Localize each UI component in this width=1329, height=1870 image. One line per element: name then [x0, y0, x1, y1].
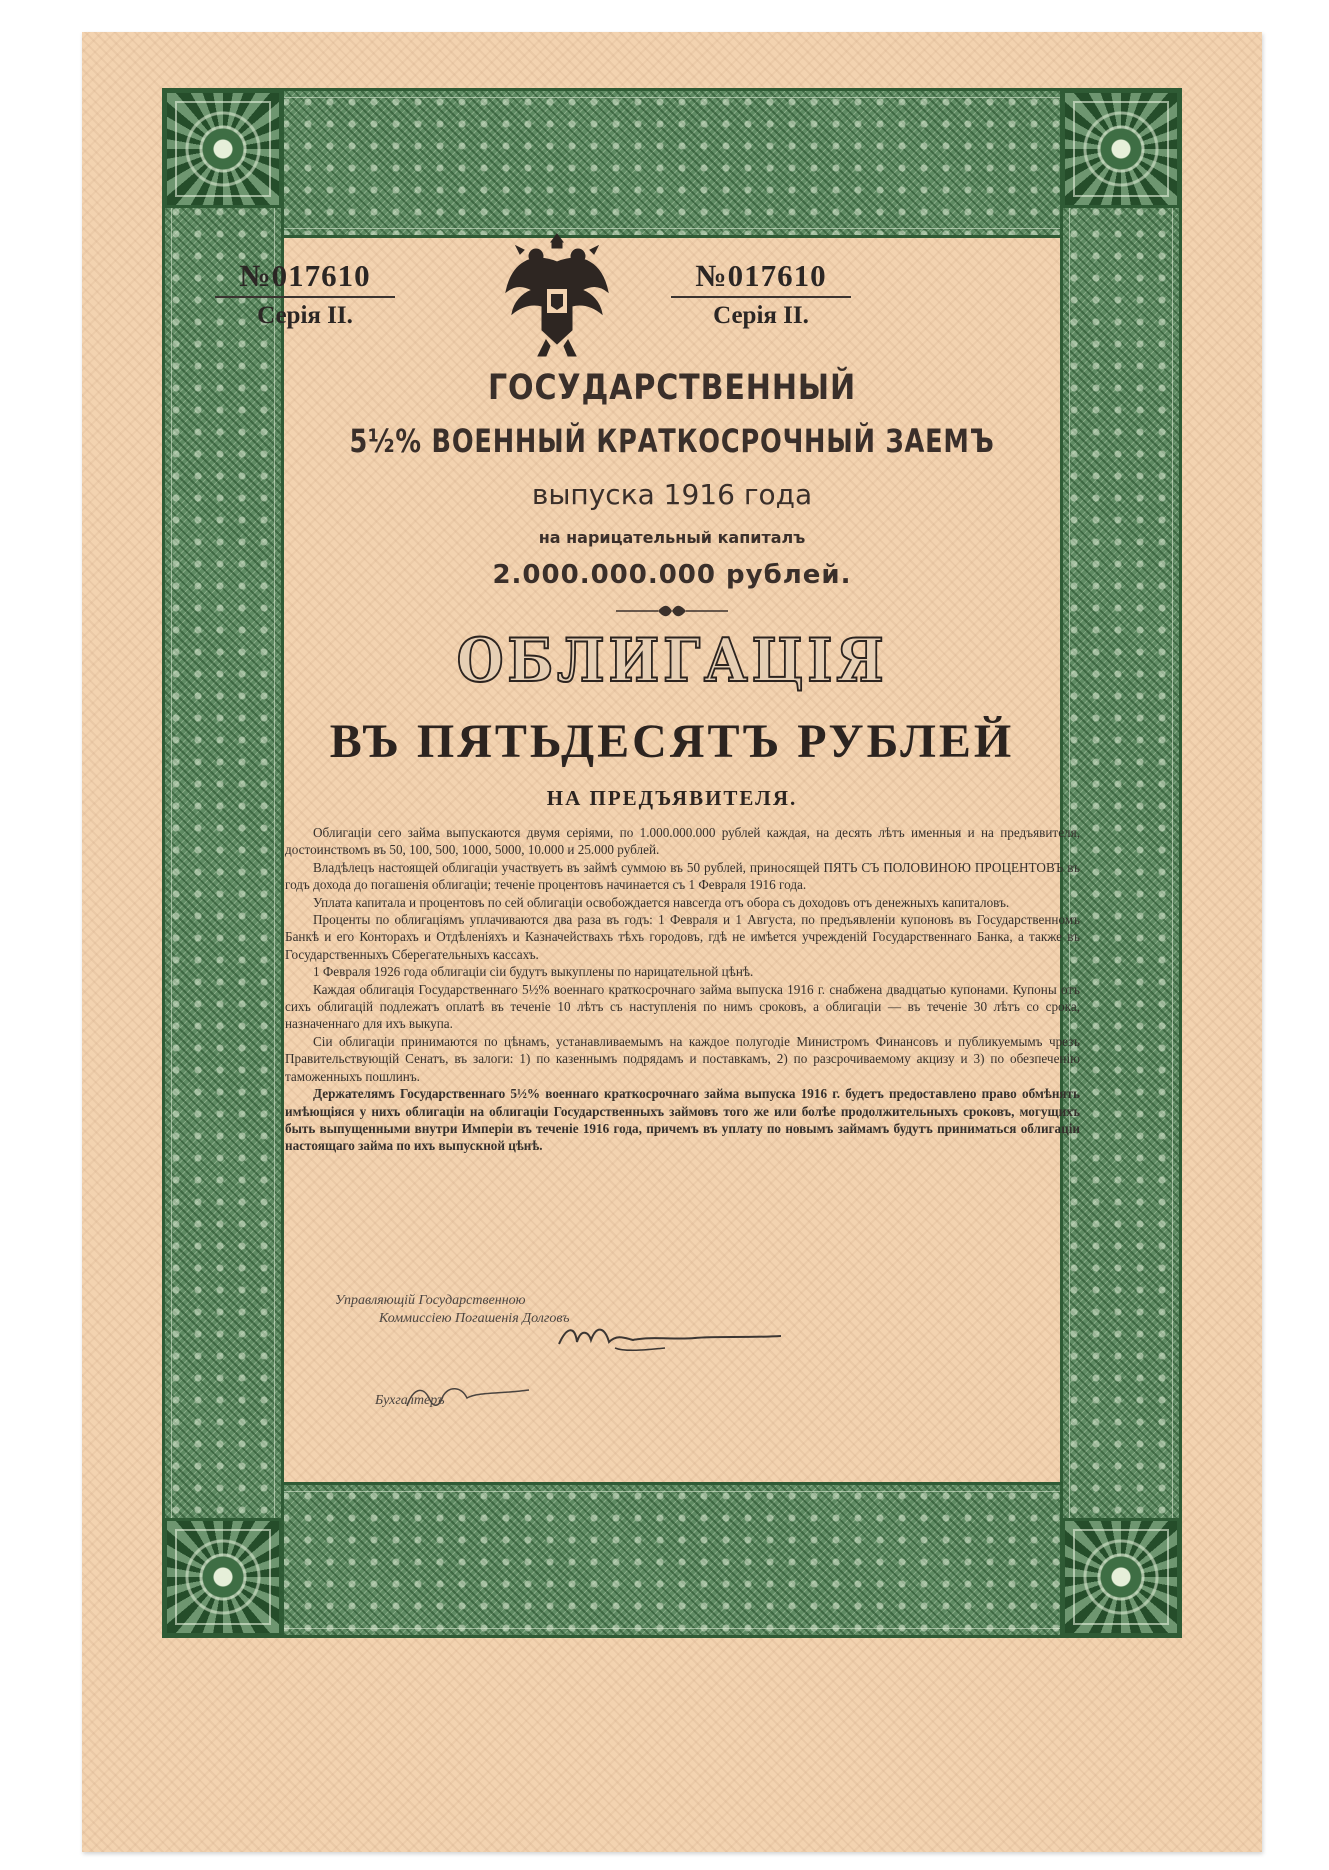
bond-heading: ОБЛИГАЦІЯ	[456, 626, 888, 696]
corner-rosette-top-right	[1062, 90, 1180, 208]
bond-capital-amount: 2.000.000.000 рублей.	[492, 560, 852, 590]
terms-paragraph: Сіи облигаціи принимаются по цѣнамъ, устанавливаемымъ на каждое полугодіе Министромъ Финансовъ и публикуемымъ чрезъ Правительствующій Сенатъ, въ залоги: 1) по казеннымъ подрядамъ и поставкамъ, 2) по разсрочиваемому акцизу и 3) по обезпеченію таможенныхъ пошлинъ.	[285, 1033, 1080, 1084]
terms-paragraph: 1 Февраля 1926 года облигаціи сіи будутъ выкуплены по нарицательной цѣнѣ.	[313, 964, 754, 980]
signature-mark-icon	[555, 1318, 785, 1358]
bond-bearer-label: НА ПРЕДЪЯВИТЕЛЯ.	[546, 786, 798, 810]
bond-content	[215, 218, 1129, 1480]
bond-denomination: ВЪ ПЯТЬДЕСЯТЪ РУБЛЕЙ	[329, 715, 1015, 768]
bond-title-line4: на нарицательный капиталъ	[538, 528, 806, 547]
corner-rosette-top-left	[164, 90, 282, 208]
border-top	[162, 88, 1182, 238]
corner-rosette-bottom-left	[164, 1518, 282, 1636]
signature-mark-icon	[403, 1378, 533, 1418]
bond-title-line3: выпуска 1916 года	[531, 478, 813, 511]
series-label: Серія II.	[257, 302, 353, 329]
ornament-divider-icon	[614, 604, 730, 618]
series-label: Серія II.	[713, 302, 809, 329]
terms-paragraph: Каждая облигація Государственнаго 5½% военнаго краткосрочнаго займа выпуска 1916 г. снабжена двадцатью купонами. Купоны отъ сихъ облигацій подлежатъ оплатѣ въ теченіе 10 лѣтъ съ наступленія по нимъ сроковъ, а облигаціи — въ теченіе 30 лѣтъ со срока, назначеннаго для ихъ выкупа.	[285, 981, 1080, 1032]
terms-paragraph: Проценты по облигаціямъ уплачиваются два раза въ годъ: 1 Февраля и 1 Августа, по предъявленіи купоновъ въ Государственномъ Банкѣ и его Конторахъ и Отдѣленіяхъ и Казначействахъ тѣхъ городовъ, гдѣ не имѣется учрежденій Государственнаго Банка, а также въ Государственныхъ Сберегательныхъ кассахъ.	[285, 912, 1080, 962]
double-headed-eagle-icon	[502, 232, 612, 360]
terms-paragraph: Владѣлецъ настоящей облигаціи участвуетъ въ займѣ суммою въ 50 рублей, приносящей ПЯТЬ СЪ ПОЛОВИНОЮ ПРОЦЕНТОВЪ въ годъ дохода до погашенія облигаціи; теченіе процентовъ начинается съ 1 Февраля 1916 года.	[285, 859, 1080, 893]
manager-title-line2: Коммиссіею Погашенія Долговъ	[379, 1311, 570, 1326]
terms-paragraph: Уплата капитала и процентовъ по сей облигаціи освобождается навсегда отъ обора съ доходовъ отъ денежныхъ капиталовъ.	[313, 894, 1010, 910]
right-serial-block	[671, 258, 851, 330]
accountant-title: Бухгалтеръ	[375, 1393, 445, 1408]
terms-paragraph: Облигаціи сего займа выпускаются двумя серіями, по 1.000.000.000 рублей каждая, на десять лѣтъ именныя и на предъявителя, достоинствомъ въ 50, 100, 500, 1000, 5000, 10.000 и 25.000 рублей.	[285, 825, 1080, 858]
bond-title-line2: 5½% ВОЕННЫЙ КРАТКОСРОЧНЫЙ ЗАЕМЪ	[349, 422, 995, 460]
bond-title-line1: ГОСУДАРСТВЕННЫЙ	[487, 368, 857, 408]
border-bottom	[162, 1482, 1182, 1638]
manager-title-line1: Управляющій Государственною	[335, 1293, 526, 1308]
bond-terms	[285, 824, 1080, 1155]
left-serial-block	[215, 258, 395, 330]
terms-paragraph: Держателямъ Государственнаго 5½% военнаго краткосрочнаго займа выпуска 1916 г. будетъ предоставлено право обмѣнять имѣющіяся у нихъ облигаціи на облигаціи Государственныхъ займовъ того же или болѣе продолжительныхъ сроковъ, могущихъ быть выпущенными внутри Имперіи въ теченіе 1916 года, причемъ въ уплату по новымъ займамъ будутъ приниматься облигаціи настоящаго займа по ихъ выпускной цѣнѣ.	[285, 1086, 1080, 1154]
serial-number: №017610	[671, 258, 851, 298]
serial-number: №017610	[215, 258, 395, 298]
corner-rosette-bottom-right	[1062, 1518, 1180, 1636]
